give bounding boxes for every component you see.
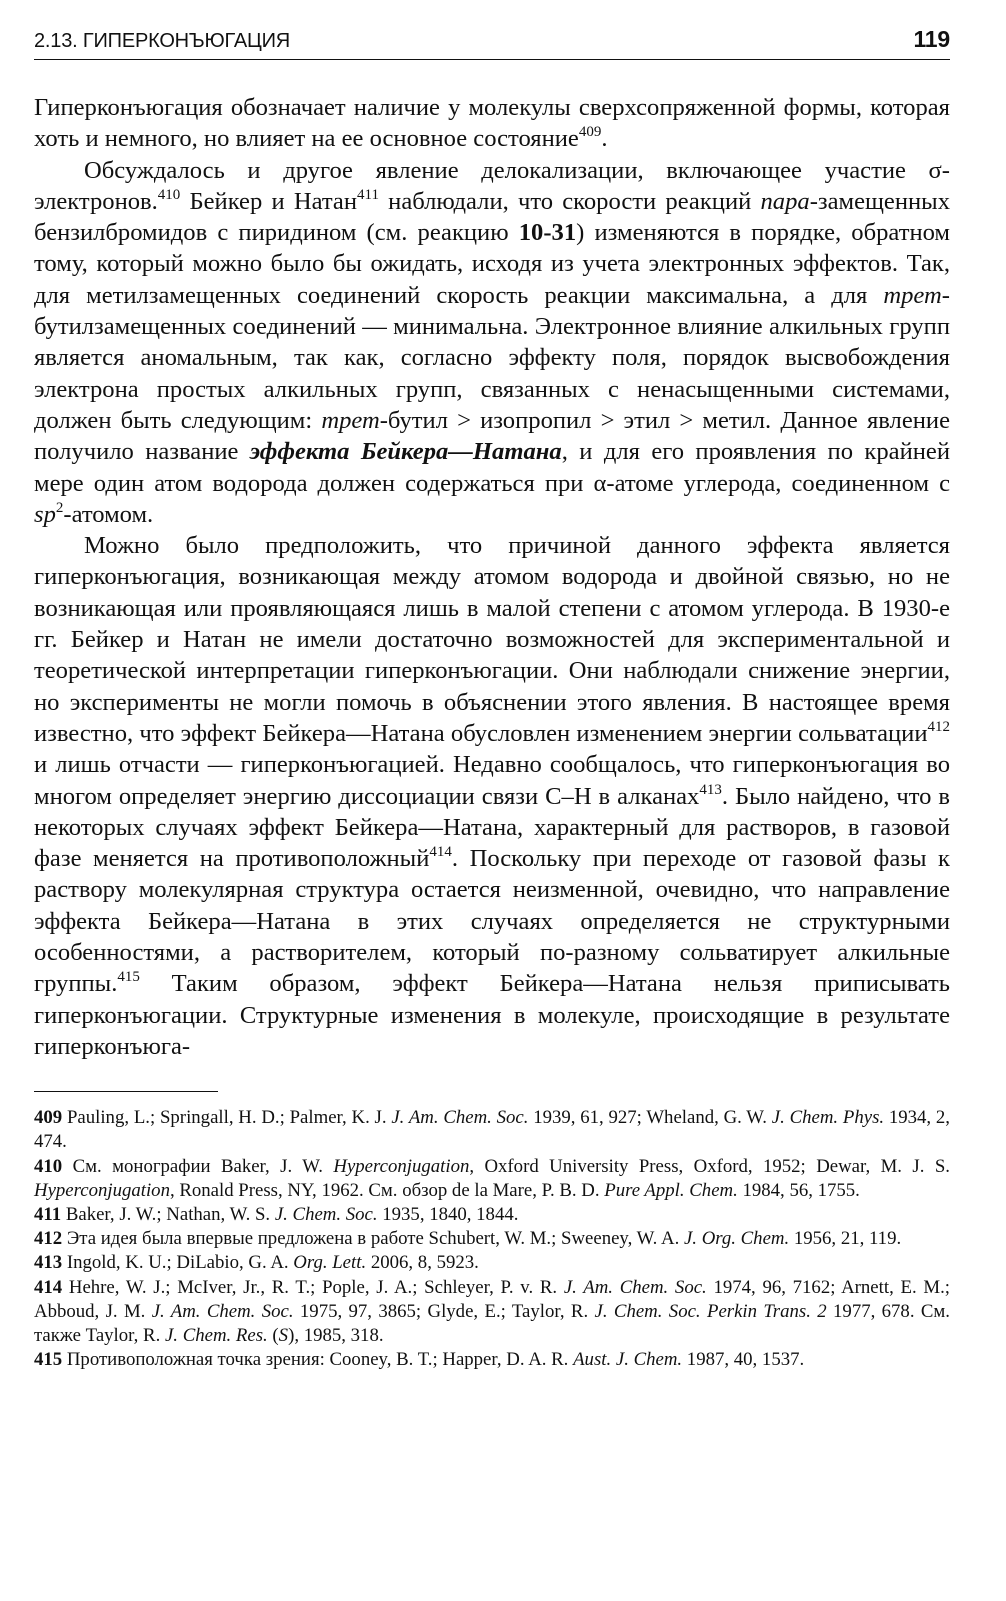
footnote-number: 414	[34, 1276, 63, 1298]
footnote-413	[34, 1251, 950, 1275]
text: Таким образом, эффект Бейкера—Натана нельзя приписывать гиперконъюгации. Структурные изменения в молекуле, происходящие в результате гиперконъюга-	[34, 970, 950, 1060]
body-text	[34, 92, 950, 1062]
text: наблюдали, что скорости реакций	[378, 187, 761, 215]
text: ), 1985, 318.	[288, 1325, 384, 1347]
text: 1987, 40, 1537.	[682, 1349, 805, 1371]
footnote-ref: 412	[927, 718, 950, 735]
italic-term: sp	[34, 500, 56, 528]
journal-name: J. Chem. Phys.	[771, 1107, 885, 1129]
running-header	[34, 26, 950, 60]
text: Baker, J. W.; Nathan, W. S.	[61, 1204, 275, 1226]
text: Бейкер и Натан	[180, 187, 357, 215]
footnote-number: 415	[34, 1349, 63, 1371]
journal-name: J. Chem. Soc.	[274, 1204, 378, 1226]
text: 1939, 61, 927; Wheland, G. W.	[528, 1107, 772, 1129]
footnote-411	[34, 1203, 950, 1227]
text: Эта идея была впервые предложена в работе Schubert, W. M.; Sweeney, W. A.	[62, 1228, 684, 1250]
text: -бутил > изопропил > этил > метил. Данное явление получило название	[34, 406, 950, 466]
text: Ingold, K. U.; DiLabio, G. A.	[62, 1252, 294, 1274]
footnote-ref: 411	[357, 186, 379, 203]
page	[34, 26, 950, 1372]
paragraph-1	[34, 92, 950, 155]
book-title: Hyperconjugation	[34, 1179, 170, 1201]
text: 1974, 96, 7162; Arnett, E. M.; Abboud, J. M.	[34, 1276, 950, 1322]
footnotes	[34, 1106, 950, 1372]
text: . Было найдено, что в некоторых случаях эффект Бейкера—Натана, характерный для растворов, в газовой фазе меняется на противоположный	[34, 782, 950, 873]
text: Гиперконъюгация обозначает наличие у молекулы сверхсопряженной формы, которая хоть и немного, но влияет на ее основное состояние	[34, 94, 950, 153]
book-title: Hyperconjugation	[333, 1155, 470, 1177]
text: 1984, 56, 1755.	[737, 1179, 860, 1201]
text: -замещенных бензилбромидов с пиридином (см. реакцию	[34, 187, 950, 247]
text: и лишь отчасти — гиперконъюгацией. Недавно сообщалось, что гиперконъюгация во многом определяет энергию диссоциации связи С–Н в алканах	[34, 751, 950, 810]
paragraph-2	[34, 155, 950, 531]
journal-name: J. Org. Chem.	[683, 1228, 790, 1250]
footnote-ref: 415	[117, 969, 140, 986]
text: Обсуждалось и другое явление делокализации, включающее участие σ-электронов.	[34, 156, 950, 215]
italic-term: пара	[760, 187, 810, 215]
text: , Ronald Press, NY, 1962. См. обзор de la Mare, P. B. D.	[169, 1179, 605, 1201]
footnote-415	[34, 1348, 950, 1372]
paragraph-3	[34, 530, 950, 1062]
text: См. монографии Baker, J. W.	[62, 1155, 334, 1177]
text: 1975, 97, 3865; Glyde, E.; Taylor, R.	[293, 1300, 595, 1322]
text: 1977, 678. См. также Taylor, R.	[34, 1300, 950, 1347]
text: Противоположная точка зрения: Cooney, B. T.; Happer, D. A. R.	[62, 1349, 574, 1371]
journal-name: J. Am. Chem. Soc.	[151, 1300, 294, 1322]
text: . Поскольку при переходе от газовой фазы к раствору молекулярная структура остается неизменной, очевидно, что направление эффекта Бейкера—Натана в этих случаях определяется не структурными особенностями, а растворителем, который по-разному сольватирует алкильные группы.	[34, 845, 951, 998]
footnote-ref: 409	[578, 124, 602, 141]
footnote-412	[34, 1227, 950, 1251]
reaction-number: 10-31	[518, 219, 577, 247]
text: ) изменяются в порядке, обратном тому, который можно было бы ожидать, исходя из учета электронных эффектов. Так, для метилзамещенных соединений скорость реакции максимальна, а для	[34, 219, 950, 309]
journal-name: Aust. J. Chem.	[573, 1349, 683, 1371]
text: -бутилзамещенных соединений — минимальна. Электронное влияние алкильных групп является аномальным, так как, согласно эффекту поля, порядок высвобождения электрона простых алкильных групп, связанных с ненасыщенными системами, должен быть следующим:	[34, 281, 950, 434]
journal-name: Org. Lett.	[293, 1252, 367, 1274]
italic-term: трет	[883, 281, 942, 309]
text: Можно было предположить, что причиной данного эффекта является гиперконъюгация, возникающая между атомом водорода и двойной связью, но не возникающая или проявляющаяся лишь в малой степени с атомом углерода. В 1930-е гг. Бейкер и Натан не имели достаточно возможностей для экспериментальной и теоретической интерпретации гиперконъюгации. Они наблюдали снижение энергии, но эксперименты не могли помочь в объяснении этого явления. В настоящее время известно, что эффект Бейкера—Натана обусловлен изменением энергии сольватации	[34, 532, 950, 747]
footnote-ref: 413	[699, 781, 722, 798]
text: 1935, 1840, 1844.	[377, 1204, 519, 1226]
text: Pauling, L.; Springall, H. D.; Palmer, K. J.	[62, 1107, 392, 1129]
text: , Oxford University Press, Oxford, 1952; Dewar, M. J. S.	[469, 1155, 950, 1177]
journal-name: J. Am. Chem. Soc.	[563, 1276, 707, 1298]
footnote-number: 409	[34, 1107, 63, 1129]
footnote-number: 411	[34, 1204, 62, 1226]
text: 1956, 21, 119.	[789, 1228, 902, 1250]
footnote-number: 412	[34, 1228, 63, 1250]
journal-name: J. Am. Chem. Soc.	[391, 1107, 529, 1129]
superscript: 2	[55, 499, 64, 516]
effect-name: эффекта Бейкера—Натана	[249, 438, 562, 466]
footnote-divider	[34, 1091, 218, 1092]
text: 1934, 2, 474.	[34, 1107, 950, 1153]
footnote-ref: 410	[157, 186, 181, 203]
text: , и для его проявления по крайней мере один атом водорода должен содержаться при α-атоме углерода, соединенном с	[34, 438, 950, 497]
journal-section: S	[278, 1325, 289, 1347]
section-title: 2.13. ГИПЕРКОНЪЮГАЦИЯ	[34, 30, 291, 52]
italic-term: трет	[321, 406, 380, 434]
footnote-409	[34, 1106, 950, 1154]
footnote-414	[34, 1276, 950, 1349]
footnote-410	[34, 1155, 950, 1203]
journal-name: J. Chem. Soc. Perkin Trans. 2	[594, 1300, 827, 1322]
footnote-ref: 414	[429, 844, 452, 861]
text: .	[601, 125, 608, 153]
journal-name: Pure Appl. Chem.	[604, 1179, 738, 1201]
text: 2006, 8, 5923.	[366, 1252, 479, 1274]
footnote-number: 410	[34, 1155, 63, 1177]
text: (	[267, 1325, 279, 1347]
footnote-number: 413	[34, 1252, 63, 1274]
text: Hehre, W. J.; McIver, Jr., R. T.; Pople, J. A.; Schleyer, P. v. R.	[62, 1276, 564, 1298]
text: -атомом.	[63, 500, 154, 528]
page-number: 119	[913, 26, 950, 52]
journal-name: J. Chem. Res.	[164, 1325, 268, 1347]
